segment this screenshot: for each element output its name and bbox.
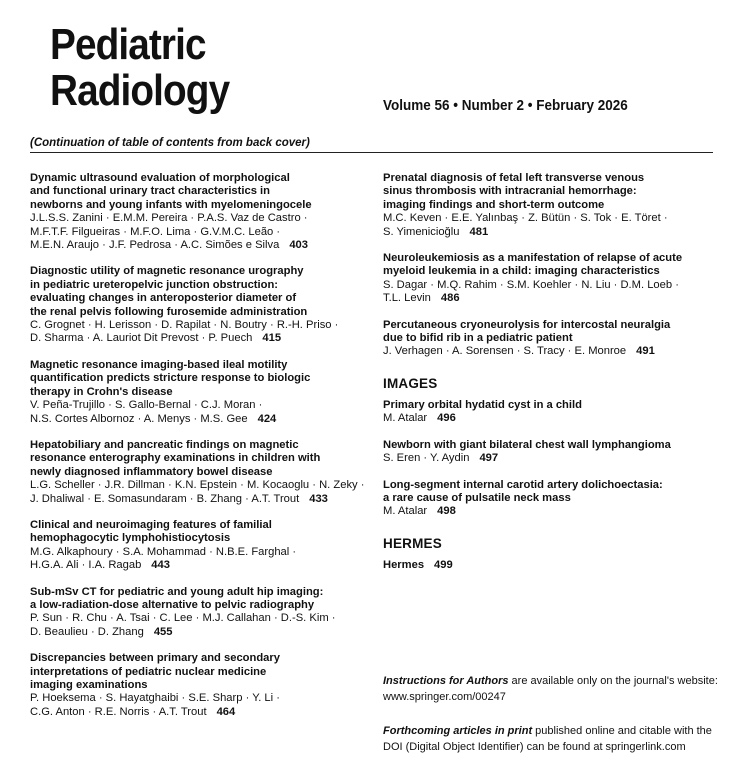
- forthcoming-line2: DOI (Digital Object Identifier) can be found at springerlink.com: [383, 741, 686, 753]
- instructions-text: are available only on the journal's website:: [508, 675, 718, 687]
- entry-title-line: a low-radiation-dose alternative to pelvic radiography: [30, 598, 315, 611]
- continuation-note: (Continuation of table of contents from back cover): [30, 137, 310, 149]
- entry-authors-line: [30, 413, 365, 426]
- entry-page-number: 496: [437, 412, 456, 425]
- entry-title-line: Clinical and neuroimaging features of familial: [30, 518, 272, 531]
- entry-authors-line: M.F.T.F. Filgueiras · M.F.O. Lima · G.V.M.C. Leão ·: [30, 225, 281, 238]
- entry-authors-text: J. Verhagen · A. Sorensen · S. Tracy · E. Monroe: [383, 345, 627, 358]
- toc-entry[interactable]: [30, 359, 365, 426]
- entry-authors-text: J. Dhaliwal · E. Somasundaram · B. Zhang · A.T. Trout: [30, 492, 300, 505]
- entry-page-number: 491: [636, 345, 655, 358]
- entry-page-number: 415: [262, 332, 282, 345]
- entry-authors-text: M.E.N. Araujo · J.F. Pedrosa · A.C. Simões e Silva: [30, 239, 280, 252]
- entry-title-line: Percutaneous cryoneurolysis for intercostal neuralgia: [383, 318, 671, 331]
- entry-title-line: due to bifid rib in a pediatric patient: [383, 332, 573, 345]
- entry-authors-line: P. Hoeksema · S. Hayatghaibi · S.E. Sharp · Y. Li ·: [30, 692, 280, 705]
- entry-title-line: Diagnostic utility of magnetic resonance urography: [30, 265, 304, 278]
- hermes-page: 499: [434, 558, 453, 571]
- entry-title-line: Magnetic resonance imaging-based ileal motility: [30, 358, 288, 371]
- entry-authors-line: [383, 412, 718, 425]
- entry-authors-text: H.G.A. Ali · I.A. Ragab: [30, 559, 142, 572]
- entry-authors-line: [383, 292, 718, 305]
- journal-title: [50, 22, 229, 114]
- entry-page-number: 424: [257, 412, 277, 425]
- toc-entry[interactable]: [30, 586, 365, 640]
- entry-authors-line: [30, 626, 365, 639]
- entry-authors-text: D. Sharma · A. Lauriot Dit Prevost · P. Puech: [30, 332, 253, 345]
- journal-title-line2: Radiology: [50, 66, 230, 115]
- right-column: [383, 172, 718, 585]
- entry-title-line: Long-segment internal carotid artery dolichoectasia:: [383, 478, 663, 491]
- entry-title-line: Prenatal diagnosis of fetal left transverse venous: [383, 172, 645, 184]
- entry-authors-line: J.L.S.S. Zanini · E.M.M. Pereira · P.A.S. Vaz de Castro ·: [30, 212, 308, 225]
- entry-page-number: 486: [440, 292, 460, 305]
- toc-entry[interactable]: [30, 439, 365, 506]
- hermes-label: Hermes: [383, 558, 425, 571]
- entry-page-number: 464: [216, 705, 236, 718]
- entry-authors-line: C. Grognet · H. Lerisson · D. Rapilat · N. Boutry · R.-H. Priso ·: [30, 319, 339, 332]
- entry-authors-line: [383, 505, 718, 518]
- entry-page-number: 455: [153, 625, 173, 638]
- entry-title-line: and functional urinary tract characteristics in: [30, 185, 270, 198]
- entry-authors-line: [30, 332, 365, 345]
- toc-entry[interactable]: [383, 172, 718, 239]
- entry-title-line: Sub-mSv CT for pediatric and young adult hip imaging:: [30, 585, 324, 598]
- entry-title-line: interpretations of pediatric nuclear medicine: [30, 665, 267, 678]
- entry-title-line: hemophagocytic lymphohistiocytosis: [30, 532, 231, 545]
- entry-page-number: 498: [437, 505, 456, 518]
- toc-entry[interactable]: [383, 439, 718, 466]
- toc-entry[interactable]: [383, 479, 718, 519]
- entry-authors-line: M.G. Alkaphoury · S.A. Mohammad · N.B.E. Farghal ·: [30, 545, 297, 558]
- forthcoming-text: published online and citable with the: [532, 725, 712, 737]
- entry-title-line: imaging findings and short-term outcome: [383, 198, 605, 211]
- instructions-label: Instructions for Authors: [383, 675, 509, 687]
- entry-authors-line: P. Sun · R. Chu · A. Tsai · C. Lee · M.J. Callahan · D.-S. Kim ·: [30, 612, 336, 625]
- entry-authors-text: S. Eren · Y. Aydin: [383, 452, 470, 465]
- entry-title-line: myeloid leukemia in a child: imaging characteristics: [383, 265, 660, 278]
- entry-authors-line: [30, 706, 365, 719]
- entry-title-line: Primary orbital hydatid cyst in a child: [383, 398, 582, 411]
- entry-title-line: Discrepancies between primary and secondary: [30, 652, 280, 665]
- right-articles: [383, 172, 718, 359]
- entry-authors-text: M. Atalar: [383, 412, 428, 425]
- entry-authors-text: M. Atalar: [383, 505, 428, 518]
- toc-entry[interactable]: [383, 319, 718, 359]
- entry-title-line: imaging examinations: [30, 679, 148, 691]
- entry-authors-text: C.G. Anton · R.E. Norris · A.T. Trout: [30, 705, 207, 718]
- entry-title-line: resonance enterography examinations in children with: [30, 452, 321, 465]
- entry-authors-text: S. Yimenicioğlu: [383, 225, 460, 238]
- forthcoming-note: [383, 723, 723, 755]
- entry-authors-text: T.L. Levin: [383, 292, 431, 305]
- entry-authors-line: M.C. Keven · E.E. Yalınbaş · Z. Bütün · S. Tok · E. Töret ·: [383, 212, 668, 225]
- journal-title-line1: Pediatric: [50, 20, 206, 69]
- entry-title-line: quantification predicts stricture response to biologic: [30, 372, 311, 385]
- header-divider: [30, 152, 713, 153]
- toc-entry[interactable]: [383, 252, 718, 306]
- entry-authors-line: V. Peña-Trujillo · S. Gallo-Bernal · C.J. Moran ·: [30, 399, 263, 412]
- entry-authors-text: N.S. Cortes Albornoz · A. Menys · M.S. Gee: [30, 412, 248, 425]
- volume-line: Volume 56 • Number 2 • February 2026: [383, 97, 628, 114]
- entry-title-line: Neuroleukemiosis as a manifestation of relapse of acute: [383, 252, 683, 265]
- entry-page-number: 403: [289, 239, 308, 252]
- toc-entry[interactable]: [383, 399, 718, 426]
- entry-title-line: a rare cause of pulsatile neck mass: [383, 491, 571, 504]
- entry-authors-text: D. Beaulieu · D. Zhang: [30, 625, 144, 638]
- entry-page-number: 433: [309, 492, 328, 505]
- images-heading: IMAGES: [383, 375, 438, 391]
- toc-entry[interactable]: [30, 519, 365, 573]
- entry-title-line: Hepatobiliary and pancreatic findings on magnetic: [30, 438, 299, 451]
- entry-authors-line: [30, 559, 365, 572]
- entry-page-number: 443: [151, 559, 170, 572]
- entry-authors-line: [383, 345, 718, 358]
- entry-authors-line: L.G. Scheller · J.R. Dillman · K.N. Epstein · M. Kocaoglu · N. Zeky ·: [30, 479, 365, 492]
- entry-title-line: Newborn with giant bilateral chest wall lymphangioma: [383, 438, 671, 451]
- entry-authors-line: [383, 452, 718, 465]
- toc-entry[interactable]: [30, 652, 365, 719]
- toc-entry[interactable]: [30, 172, 365, 252]
- entry-authors-line: [30, 493, 365, 506]
- hermes-entry[interactable]: [383, 559, 718, 572]
- entry-title-line: Dynamic ultrasound evaluation of morphological: [30, 172, 290, 184]
- entry-title-line: in pediatric ureteropelvic junction obstruction:: [30, 278, 279, 291]
- entry-title-line: newborns and young infants with myelomeningocele: [30, 198, 312, 211]
- instructions-note: [383, 673, 723, 705]
- entry-authors-line: S. Dagar · M.Q. Rahim · S.M. Koehler · N. Liu · D.M. Loeb ·: [383, 278, 679, 291]
- forthcoming-label: Forthcoming articles in print: [383, 725, 533, 737]
- toc-entry[interactable]: [30, 265, 365, 345]
- entry-title-line: therapy in Crohn's disease: [30, 385, 173, 398]
- entry-title-line: the renal pelvis following furosemide administration: [30, 305, 308, 318]
- image-articles: [383, 399, 718, 519]
- entry-authors-line: [30, 239, 365, 252]
- entry-page-number: 497: [479, 452, 499, 465]
- hermes-heading: HERMES: [383, 535, 442, 551]
- left-column: [30, 172, 365, 732]
- entry-authors-line: [383, 226, 718, 239]
- entry-title-line: sinus thrombosis with intracranial hemorrhage:: [383, 185, 637, 198]
- entry-title-line: newly diagnosed inflammatory bowel disease: [30, 465, 273, 478]
- entry-title-line: evaluating changes in anteroposterior diameter of: [30, 292, 297, 305]
- entry-page-number: 481: [469, 225, 489, 238]
- instructions-url[interactable]: www.springer.com/00247: [383, 691, 506, 703]
